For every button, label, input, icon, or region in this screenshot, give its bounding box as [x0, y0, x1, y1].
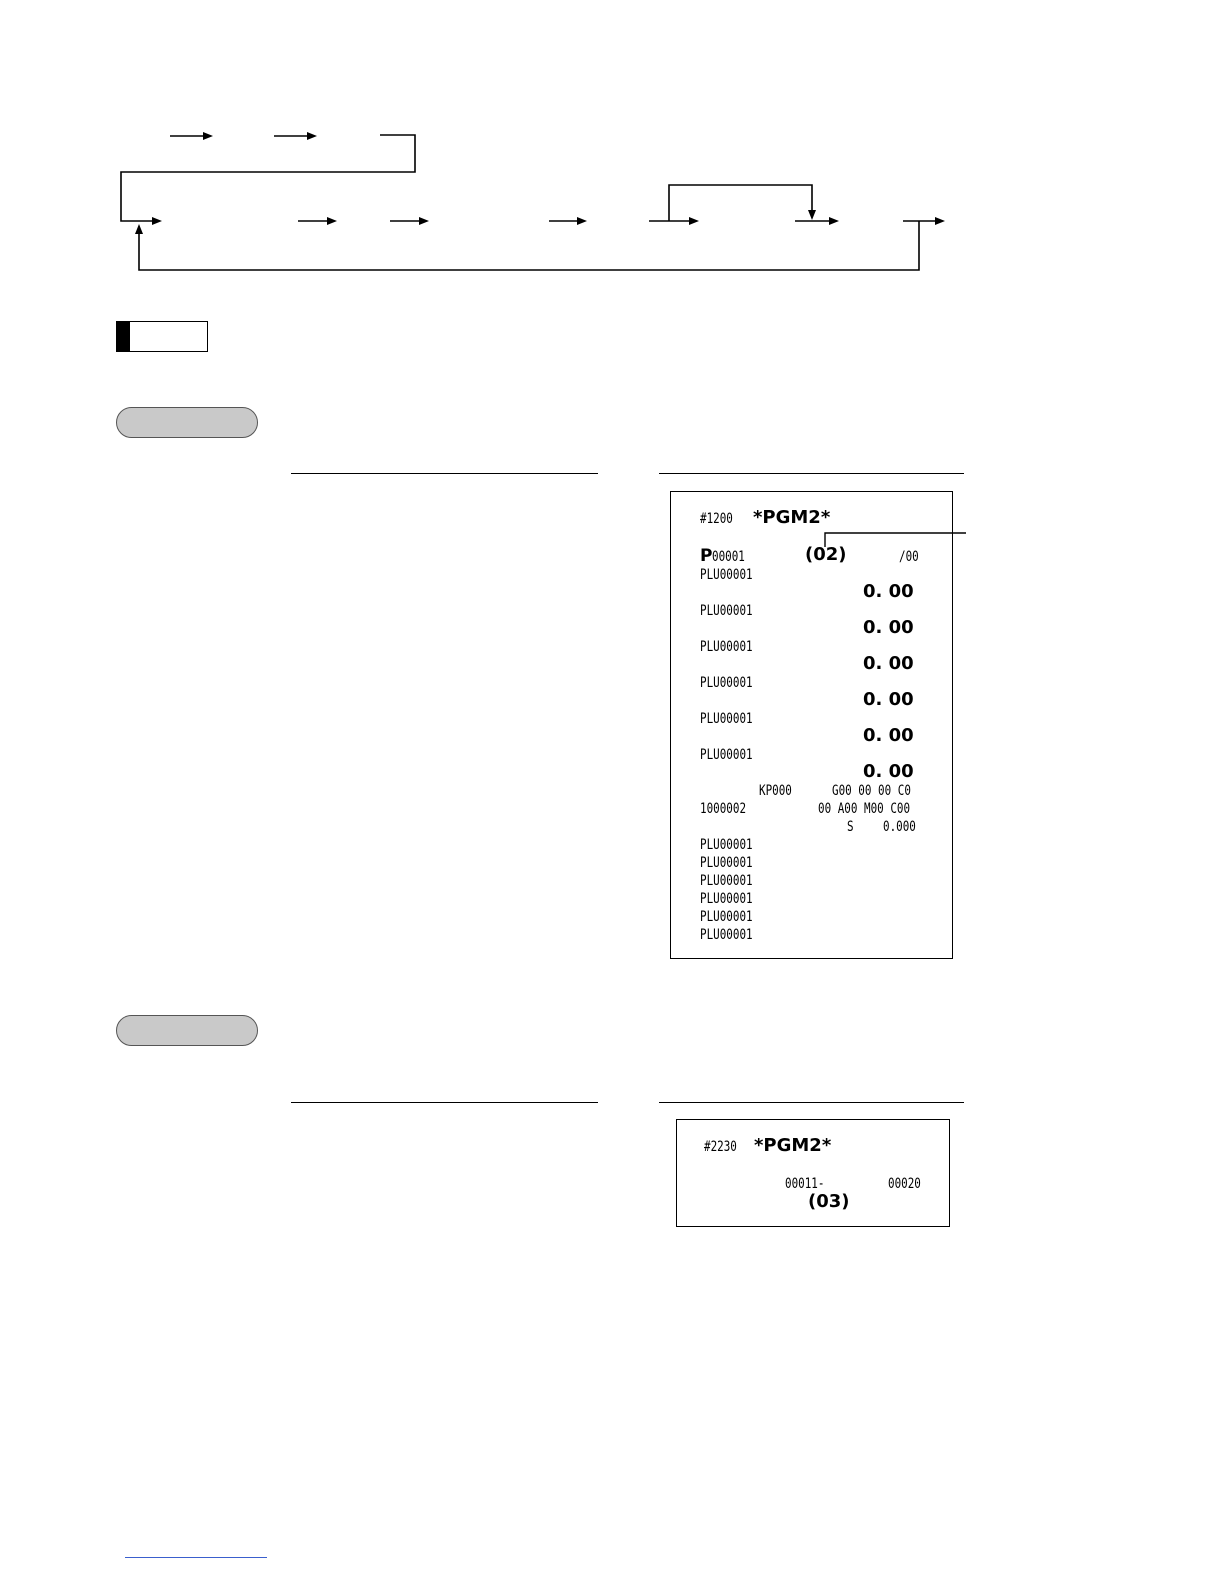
receipt-2	[676, 1119, 950, 1227]
receipt1-line-label: PLU00001	[700, 603, 753, 619]
receipt1-s-value: 0.000	[883, 819, 916, 835]
footer-rule	[125, 1557, 267, 1558]
right-rule-1	[659, 473, 964, 474]
receipt1-line-amount: 0. 00	[863, 653, 914, 674]
receipt1-s-label: S	[847, 819, 854, 835]
receipt1-kp-label: KP000	[759, 783, 792, 799]
left-rule-1	[291, 473, 598, 474]
receipt1-line-label: PLU00001	[700, 711, 753, 727]
receipt2-range-to: 00020	[888, 1176, 921, 1192]
note-bar	[117, 322, 130, 351]
section-pill-2	[116, 1015, 258, 1046]
receipt1-code-vals: 00 A00 M00 C00	[818, 801, 911, 817]
receipt1-list-item: PLU00001	[700, 837, 753, 853]
receipt1-list-item: PLU00001	[700, 855, 753, 871]
right-rule-2	[659, 1102, 964, 1103]
callout-leader	[820, 525, 970, 555]
receipt2-range-from: 00011-	[785, 1176, 825, 1192]
receipt2-header-title: *PGM2*	[754, 1135, 832, 1156]
receipt1-line-label: PLU00001	[700, 675, 753, 691]
receipt1-list-item: PLU00001	[700, 891, 753, 907]
receipt2-qty: (03)	[808, 1191, 850, 1212]
note-box	[116, 321, 208, 352]
receipt1-list-item: PLU00001	[700, 927, 753, 943]
receipt1-line-label: PLU00001	[700, 567, 753, 583]
receipt1-list-item: PLU00001	[700, 873, 753, 889]
receipt-1	[670, 491, 953, 959]
receipt1-line-label: PLU00001	[700, 639, 753, 655]
receipt1-p-prefix: P	[700, 546, 713, 566]
receipt1-header-title: *PGM2*	[753, 507, 831, 528]
receipt1-code-num: 1000002	[700, 801, 747, 817]
receipt1-line-amount: 0. 00	[863, 617, 914, 638]
receipt1-line-amount: 0. 00	[863, 689, 914, 710]
section-pill-1	[116, 407, 258, 438]
flow-diagram	[0, 0, 1224, 300]
receipt1-list-item: PLU00001	[700, 909, 753, 925]
receipt1-p-slash: /00	[899, 549, 919, 565]
receipt1-line-amount: 0. 00	[863, 761, 914, 782]
receipt1-p-qty: (02)	[805, 544, 847, 565]
receipt1-header-num: #1200	[700, 511, 733, 527]
receipt2-header-num: #2230	[704, 1139, 737, 1155]
receipt1-p-code: 00001	[712, 549, 745, 565]
left-rule-2	[291, 1102, 598, 1103]
receipt1-kp-codes: G00 00 00 C0	[832, 783, 911, 799]
receipt1-line-amount: 0. 00	[863, 725, 914, 746]
receipt1-line-label: PLU00001	[700, 747, 753, 763]
receipt1-line-amount: 0. 00	[863, 581, 914, 602]
